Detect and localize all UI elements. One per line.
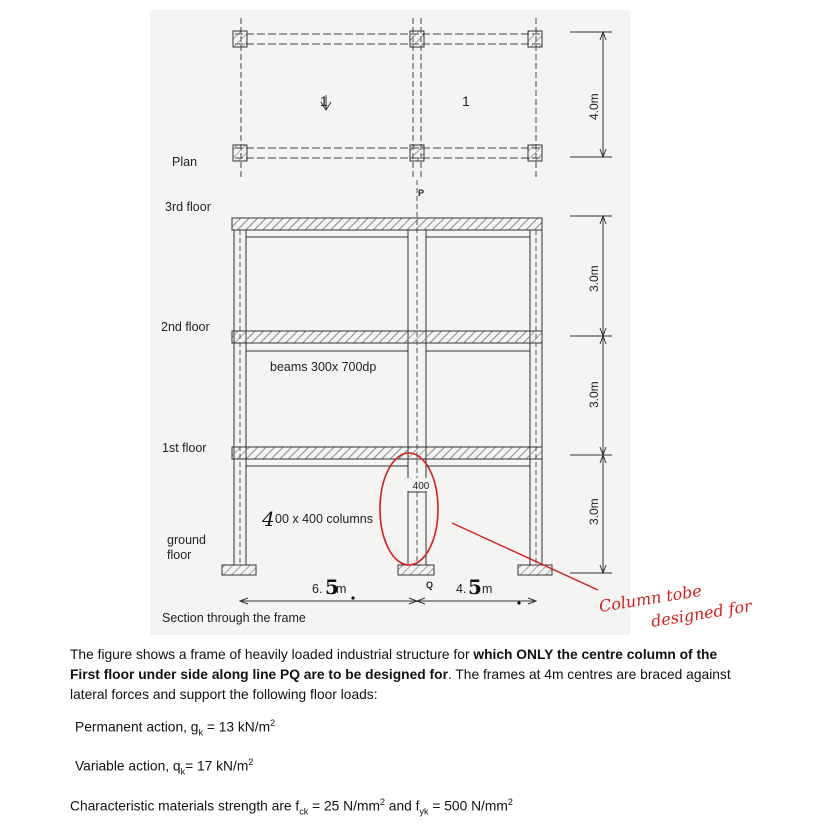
floor-label-1st: 1st floor: [162, 441, 207, 455]
permanent-action-line: Permanent action, $g_k = 13$ $kN/m^2$: [75, 718, 276, 738]
span-right-handwritten-5: 5: [468, 575, 482, 599]
span-left-handwritten-5: 5: [325, 575, 339, 599]
columns-handwritten-4: 4: [262, 507, 275, 531]
column-size-400: 400: [412, 481, 430, 492]
dim-label-3m-bottom: 3.0m: [587, 498, 601, 525]
annotation-line-2: designed for: [649, 596, 753, 631]
dimension-lines: [570, 32, 612, 573]
plan-view: [172, 18, 542, 198]
plan-span-number-1: 1: [320, 93, 328, 109]
footing-centre: [398, 565, 434, 575]
plan-column-tr: [528, 31, 542, 47]
floor-label-2nd: 2nd floor: [161, 320, 210, 334]
section-caption: Section through the frame: [162, 611, 306, 625]
emphasis-text: which ONLY the centre column of the First floor under side along line PQ are to be designed for: [70, 647, 718, 682]
plan-column-tm: [410, 31, 424, 47]
columns-label: 00 x 400 columns: [275, 512, 373, 526]
plan-label: Plan: [172, 155, 198, 169]
q-point-label: Q: [426, 580, 434, 590]
span-left-label: 6.: [312, 582, 323, 596]
plan-column-bm: [410, 145, 424, 161]
intro-paragraph: The figure shows a frame of heavily loaded industrial structure for which ONLY the centre column of the First floor under side along line PQ are to be designed for. The frames at 4m centres are braced against lateral forces and support the following floor loads:: [70, 647, 731, 702]
red-annotation: [380, 453, 754, 631]
annotation-line-1: Column tobe: [597, 580, 703, 616]
problem-text: [70, 645, 750, 821]
p-point-label: P: [418, 188, 425, 198]
plan-column-br: [528, 145, 542, 161]
plan-span-number-2: 1: [462, 93, 470, 109]
dim-label-3m-top: 3.0m: [587, 265, 601, 292]
span-right-label: 4.: [456, 582, 467, 596]
plan-column-bl: [233, 145, 247, 161]
span-right-unit: m: [482, 582, 493, 596]
material-strength-line: Characteristic materials strength are $f_{ck} = 25$ $N/mm^2$ and $f_{yk} = 500$ $N/mm^2$: [70, 796, 513, 817]
plan-column-tl: [233, 31, 247, 47]
dim-label-4m: 4.0m: [587, 93, 601, 120]
dim-label-3m-mid: 3.0m: [587, 381, 601, 408]
footing-left: [222, 565, 256, 575]
span-left-unit: m: [336, 582, 347, 596]
floor-label-ground-2: floor: [167, 548, 192, 562]
section-view: [161, 180, 552, 625]
floor-label-3rd: 3rd floor: [165, 200, 211, 214]
variable-action-line: Variable action, $q_k= 17$ $kN/m^2$: [75, 757, 254, 777]
floor-label-ground-1: ground: [167, 533, 206, 547]
beams-label: beams 300x 700dp: [270, 360, 377, 374]
